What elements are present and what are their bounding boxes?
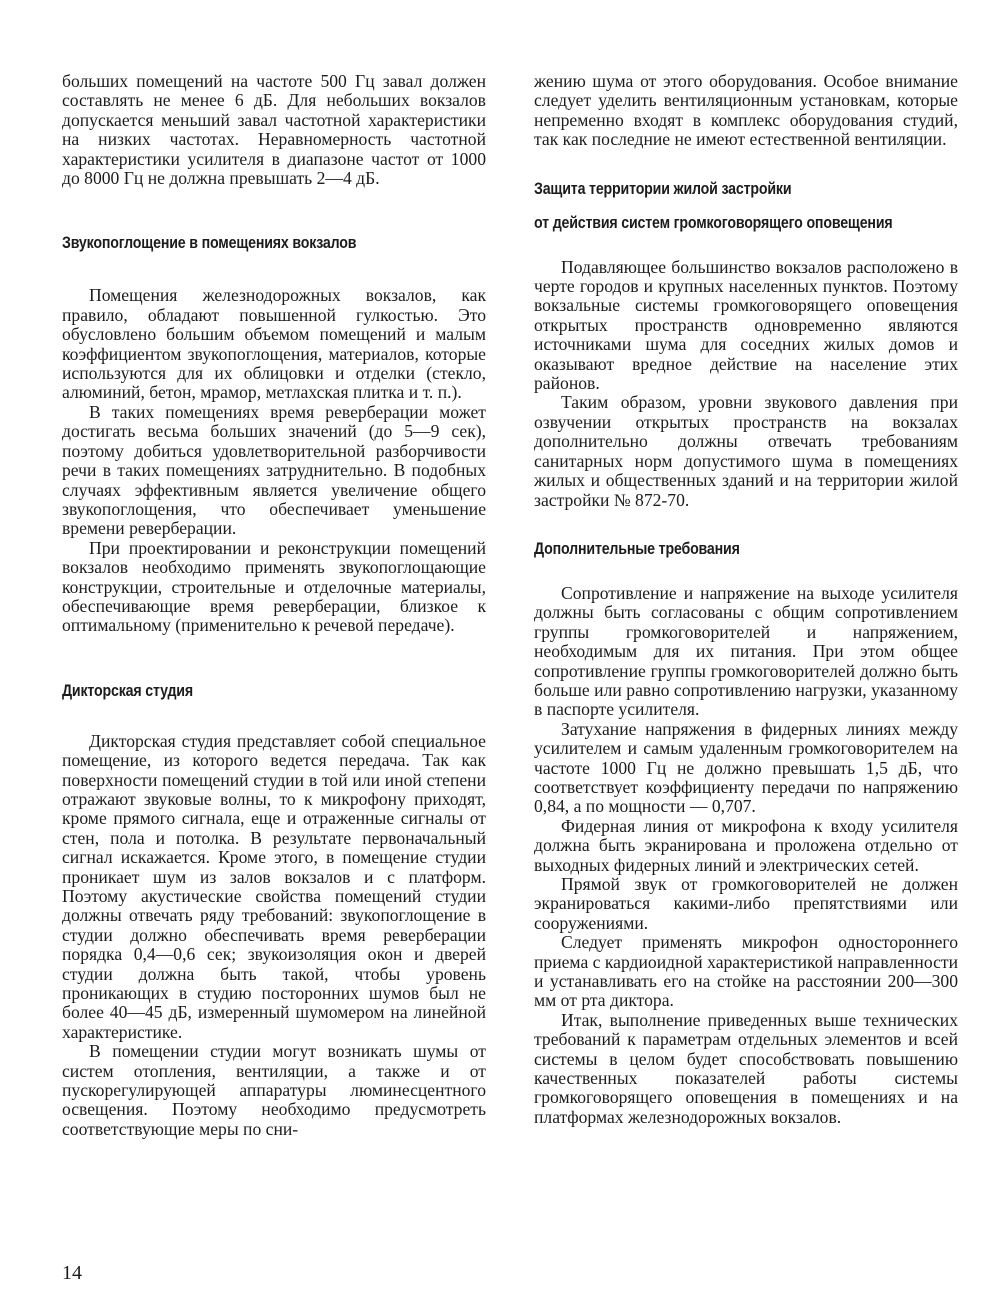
section-heading-protection-line1: Защита территории жилой застройки [534,179,792,198]
section-heading-additional: Дополнительные требования [534,539,740,558]
protection-paragraph-2: Таким образом, уровни звукового давления при озвучении открытых пространств на вокзалах дополнительно должны отвечать требованиям санитарных норм допустимого шума в помещениях жилых и общественных зданий и на территории жилой застройки № 872-70. [534,392,958,510]
additional-paragraph-3: Фидерная линия от микрофона к входу усилителя должна быть экранирована и проложена отдельно от выходных фидерных линий и электрических сетей. [534,815,958,875]
continued-paragraph: жению шума от этого оборудования. Особое внимание следует уделить вентиляционным установкам, которые непременно входят в комплекс оборудования студий, так как последние не имеют естественной вентиляции. [534,71,958,150]
page-number: 14 [62,1262,82,1284]
left-column [62,72,486,1139]
studio-paragraph-2: В помещении студии могут возникать шумы от систем отопления, вентиляции, а также и от пускорегулирующей аппаратуры люминесцентного освещения. Поэтому необходимо предусмотреть соответствующие меры по сни- [62,1041,486,1139]
right-column [534,72,958,1127]
additional-paragraph-2: Затухание напряжения в фидерных линиях между усилителем и самым удаленным громкоговорителем на частоте 1000 Гц не должно превышать 1,5 дБ, что соответствует коэффициенту передачи по напряжению 0,84, а по мощности — 0,707. [534,718,958,817]
additional-paragraph-4: Прямой звук от громкоговорителей не должен экранироваться какими-либо препятствиями или сооружениями. [534,874,958,933]
protection-paragraph-1: Подавляющее большинство вокзалов расположено в черте городов и крупных населенных пунктов. Поэтому вокзальные системы громкоговорящего оповещения открытых пространств одновременно являются источниками шума для соседних жилых домов и оказывают вредное действие на население этих районов. [534,256,958,394]
studio-paragraph-1: Дикторская студия представляет собой специальное помещение, из которого ведется передача. Так как поверхности помещений студии в той или иной степени отражают звуковые волны, то к микрофону приходят, кроме прямого сигнала, еще и отраженные сигналы от стен, пола и потолка. В результате первоначальный сигнал искажается. Кроме этого, в помещение студии проникает шум из залов вокзалов и с платформ. Поэтому акустические свойства помещений студии должны отвечать ряду требований: звукопоглощение в студии должно обеспечивать время реверберации порядка 0,4—0,6 сек; звукоизоляция окон и дверей студии должна быть такой, чтобы уровень проникающих в студию посторонних шумов был не более 40—45 дБ, измеренный шумомером на линейной характеристике. [62,730,486,1042]
additional-paragraph-6: Итак, выполнение приведенных выше технических требований к параметрам отдельных элементов и всей системы в целом будет способствовать повышению качественных показателей работы системы громкоговорящего оповещения в помещениях и на платформах железнодорожных вокзалов. [534,1009,958,1127]
absorption-paragraph-1: Помещения железнодорожных вокзалов, как правило, обладают повышенной гулкостью. Это обусловлено большим объемом помещений и малым коэффициентом звукопоглощения, материалов, которые используются для их облицовки и отделки (стекло, алюминий, бетон, мрамор, метлахская плитка и т. п.). [62,285,486,403]
intro-paragraph: больших помещений на частоте 500 Гц завал должен составлять не менее 6 дБ. Для небольших вокзалов допускается меньший завал частотной характеристики на низких частотах. Неравномерность частотной характеристики усилителя в диапазоне частот от 1000 до 8000 Гц не должна превышать 2—4 дБ. [62,71,486,189]
section-heading-absorption: Звукопоглощение в помещениях вокзалов [62,234,357,253]
additional-paragraph-1: Сопротивление и напряжение на выходе усилителя должны быть согласованы с общим сопротивлением группы громкоговорителей и напряжением, необходимым для их питания. При этом общее сопротивление группы громкоговорителей должно быть больше или равно сопротивлению нагрузки, указанному в паспорте усилителя. [534,582,958,720]
section-heading-studio: Дикторская студия [62,681,193,700]
absorption-paragraph-3: При проектировании и реконструкции помещений вокзалов необходимо применять звукопоглощающие конструкции, строительные и отделочные материалы, обеспечивающие время реверберации, близкое к оптимальному (применительно к речевой передаче). [62,537,486,636]
absorption-paragraph-2: В таких помещениях время реверберации может достигать весьма больших значений (до 5—9 сек), поэтому добиться удовлетворительной разборчивости речи в таких помещениях затруднительно. В подобных случаях эффективным является увеличение общего звукопоглощения, что обеспечивает уменьшение времени реверберации. [62,401,486,539]
section-heading-protection-line2: от действия систем громкоговорящего оповещения [534,213,893,232]
additional-paragraph-5: Следует применять микрофон одностороннего приема с кардиоидной характеристикой направленности и устанавливать его на стойке на расстоянии 200—300 мм от рта диктора. [534,932,958,1011]
